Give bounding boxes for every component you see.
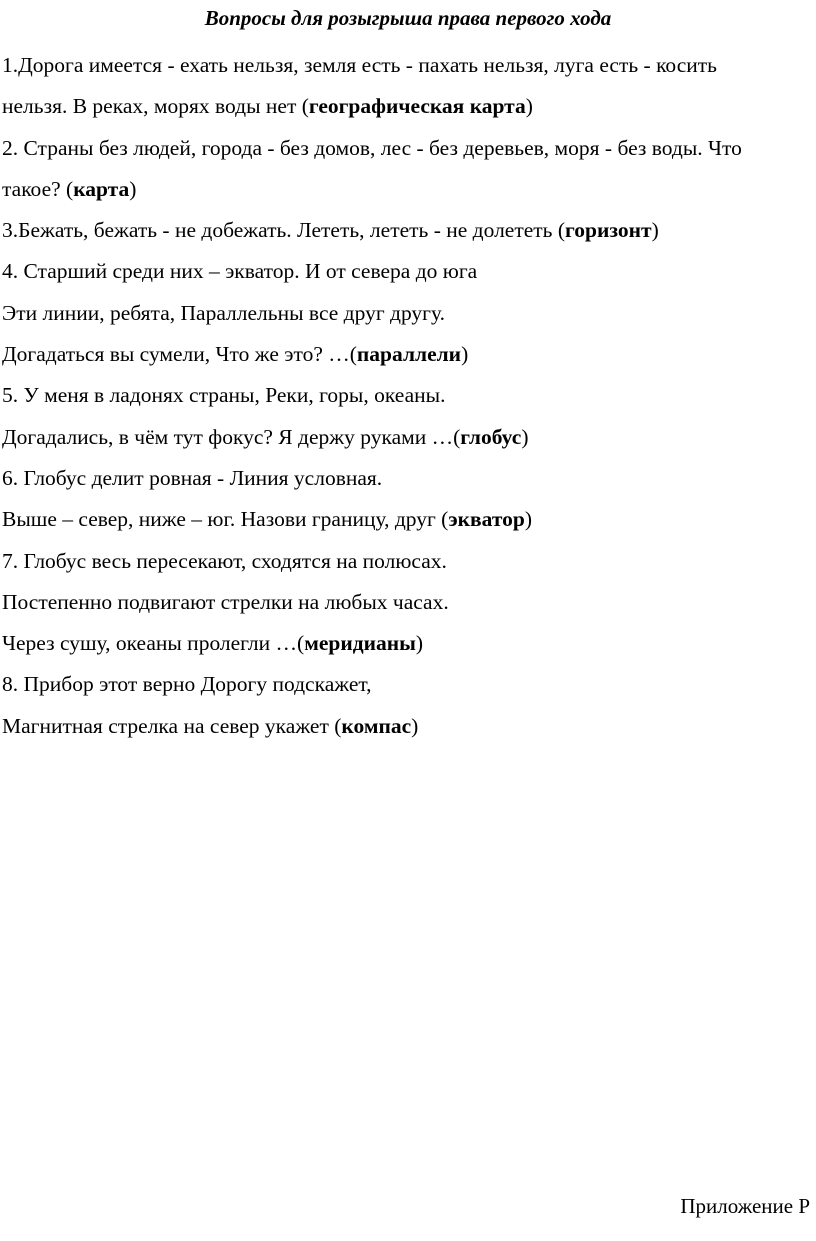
line-end: ) [415, 631, 424, 656]
line-end: ) [461, 342, 469, 367]
text-line [2, 503, 814, 544]
line-text: Догадаться вы сумели, Что же это? …( [2, 342, 357, 367]
answer-text: параллели [356, 342, 462, 367]
line-end: ) [521, 424, 529, 449]
line-text: Магнитная стрелка на север укажет ( [2, 713, 342, 738]
document-title: Вопросы для розыгрыша права первого хода [204, 6, 612, 30]
text-line [2, 297, 814, 338]
answer-text: компас [341, 713, 412, 738]
answer-text: географическая карта [308, 94, 526, 119]
answer-text: глобус [460, 424, 522, 449]
text-line [2, 710, 814, 751]
line-text: 7. Глобус весь пересекают, сходятся на полюсах. [2, 548, 447, 573]
answer-text: меридианы [304, 631, 416, 656]
text-line [2, 421, 814, 462]
line-text: Эти линии, ребята, Параллельны все друг другу. [2, 300, 445, 325]
text-line [2, 173, 814, 214]
text-line [2, 49, 814, 90]
line-text: 6. Глобус делит ровная - Линия условная. [2, 465, 383, 490]
line-text: нельзя. В реках, морях воды нет ( [2, 94, 309, 119]
line-text: Выше – север, ниже – юг. Назови границу, друг ( [2, 507, 449, 532]
line-text: 5. У меня в ладонях страны, Реки, горы, океаны. [2, 383, 446, 408]
questions-list [2, 49, 814, 751]
text-line [2, 90, 814, 131]
text-line [2, 338, 814, 379]
line-text: Догадались, в чём тут фокус? Я держу руками …( [2, 424, 461, 449]
line-text: Через сушу, океаны пролегли …( [2, 631, 305, 656]
text-line [2, 255, 814, 296]
line-text: Постепенно подвигают стрелки на любых часах. [2, 589, 449, 614]
appendix-label: Приложение Р [680, 1194, 810, 1218]
line-text: 2. Страны без людей, города - без домов, лес - без деревьев, моря - без воды. Что [2, 135, 742, 160]
line-text: 3.Бежать, бежать - не добежать. Лететь, лететь - не долететь ( [2, 218, 566, 243]
text-line [2, 132, 814, 173]
line-end: ) [651, 218, 659, 243]
line-end: ) [524, 507, 532, 532]
line-end: ) [129, 176, 137, 201]
line-end: ) [525, 94, 533, 119]
text-line [2, 214, 814, 255]
text-line [2, 627, 814, 668]
text-line [2, 545, 814, 586]
line-text: 8. Прибор этот верно Дорогу подскажет, [2, 672, 372, 697]
line-text: такое? ( [2, 176, 74, 201]
answer-text: карта [73, 176, 130, 201]
text-line [2, 379, 814, 420]
line-text: 1.Дорога имеется - ехать нельзя, земля есть - пахать нельзя, луга есть - косить [2, 53, 717, 77]
line-end: ) [411, 713, 419, 738]
answer-text: горизонт [565, 218, 652, 243]
line-text: 4. Старший среди них – экватор. И от севера до юга [2, 259, 478, 284]
answer-text: экватор [448, 507, 525, 532]
text-line [2, 668, 814, 709]
text-line [2, 586, 814, 627]
text-line [2, 462, 814, 503]
